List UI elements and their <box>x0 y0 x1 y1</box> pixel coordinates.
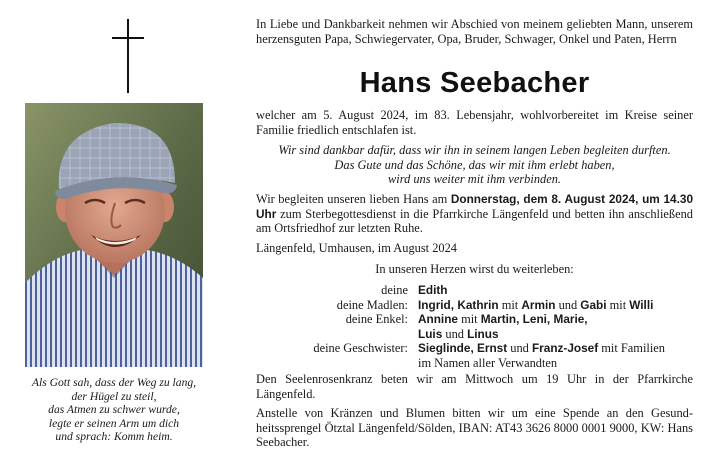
relatives-label: deine Enkel: <box>345 312 408 327</box>
relatives-row <box>256 327 693 342</box>
relatives-label: deine <box>381 283 408 297</box>
children-names: Ingrid, Kathrin mit Armin und Gabi mit Willi <box>418 297 654 312</box>
relatives-row <box>256 298 693 313</box>
verse-line: der Hügel zu steil, <box>71 389 157 403</box>
cross-icon <box>112 19 144 93</box>
farewell-verse <box>25 376 203 444</box>
quote-line: Das Gute und das Schöne, das wir mit ihm erlebt haben, <box>334 157 615 172</box>
verse-line: legte er seinen Arm um dich <box>48 416 180 430</box>
quote-line: Wir sind dankbar dafür, dass wir ihn in seinem langen Leben begleiten durften. <box>278 143 671 157</box>
funeral-text: Wir begleiten unseren lieben Hans am <box>256 192 448 206</box>
rosary-info: Den Seelenrosenkranz beten wir am Mittwoch um 19 Uhr in der Pfarrkirche Längenfeld. <box>256 372 693 401</box>
funeral-date-time: Donnerstag, dem 8. August 2024, um 14.30 Uhr <box>256 192 694 221</box>
wife-name: Edith <box>418 283 448 297</box>
relatives-label: deine Madlen: <box>336 297 408 312</box>
quote-line: wird uns weiter mit ihm verbinden. <box>388 172 561 187</box>
funeral-info <box>256 192 693 236</box>
hearts-line: In unseren Herzen wirst du weiterleben: <box>375 262 574 276</box>
place-date: Längenfeld, Umhausen, im August 2024 <box>256 241 457 255</box>
donation-info: Anstelle von Kränzen und Blumen bitten wir um eine Spende an den Gesund-heitssprengel Ötztal Längenfeld/Sölden, IBAN: AT43 3626 8000 0001 9000, KW: Hans Seebacher. <box>256 406 693 450</box>
grandchildren-names-cont: Luis und Linus <box>418 326 499 341</box>
memorial-quote <box>256 143 693 187</box>
verse-line: das Atmen zu schwer wurde, <box>48 403 180 417</box>
death-note: welcher am 5. August 2024, im 83. Lebensjahr, wohlvorbereitet im Kreise seiner Familie friedlich entschlafen ist. <box>256 108 693 137</box>
relatives-label: deine Geschwister: <box>313 341 408 356</box>
relatives-list <box>256 283 693 371</box>
verse-line: Als Gott sah, dass der Weg zu lang, <box>31 376 197 389</box>
intro-text: In Liebe und Dankbarkeit nehmen wir Abschied von meinem geliebten Mann, unserem herzensguten Papa, Schwiegervater, Opa, Bruder, Schwager, Onkel und Paten, Herrn <box>256 17 693 46</box>
relatives-row <box>256 356 693 371</box>
siblings-names: Sieglinde, Ernst und Franz-Josef mit Familien <box>418 341 665 356</box>
deceased-name: Hans Seebacher <box>359 67 590 99</box>
grandchildren-names: Annine mit Martin, Leni, Marie, <box>418 312 588 327</box>
all-relatives: im Namen aller Verwandten <box>418 355 558 370</box>
verse-line: und sprach: Komm heim. <box>55 430 173 444</box>
funeral-text-rest: zum Sterbegottesdienst in die Pfarrkirche Längenfeld und betten ihn anschließend am Ortsfriedhof zur letzten Ruhe. <box>256 206 693 236</box>
portrait-photo <box>25 103 203 367</box>
relatives-row <box>256 341 693 356</box>
relatives-row <box>256 283 693 298</box>
relatives-row <box>256 312 693 327</box>
